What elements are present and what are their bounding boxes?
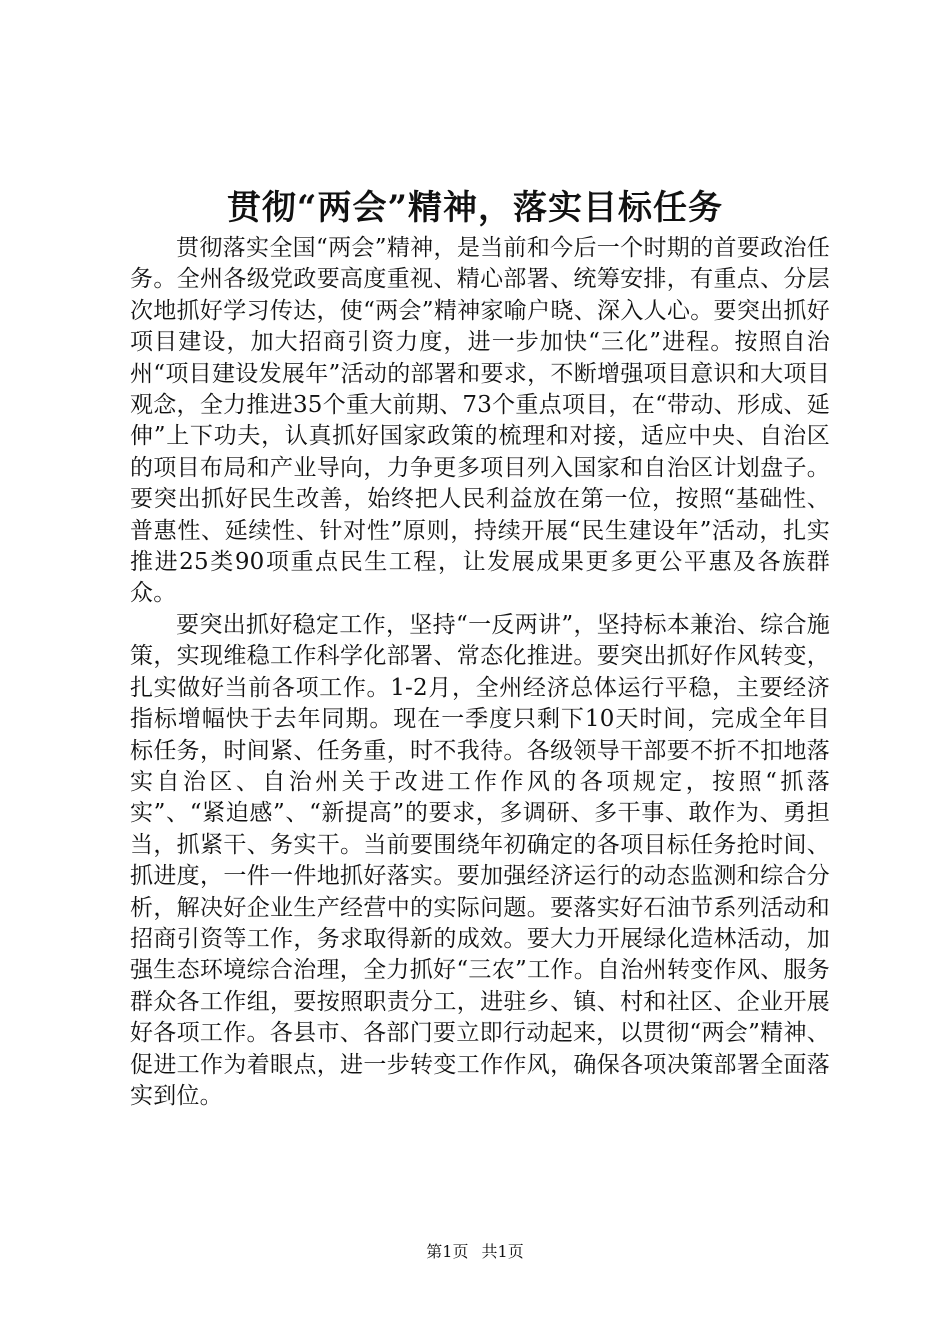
page-footer xyxy=(0,1241,950,1263)
page-number-current: 第1页 xyxy=(426,1242,469,1261)
page-number-total: 共1页 xyxy=(481,1242,524,1261)
document-title: 贯彻“两会”精神，落实目标任务 xyxy=(226,188,724,228)
paragraph-2: 要突出抓好稳定工作，坚持“一反两讲”，坚持标本兼治、综合施策，实现维稳工作科学化部署、常态化推进。要突出抓好作风转变，扎实做好当前各项工作。1-2月，全州经济总体运行平稳，主要经济指标增幅快于去年同期。现在一季度只剩下10天时间，完成全年目标任务，时间紧、任务重，时不我待。各级领导干部要不折不扣地落实自治区、自治州关于改进工作作风的各项规定，按照“抓落实”、“紧迫感”、“新提高”的要求，多调研、多干事、敢作为、勇担当，抓紧干、务实干。当前要围绕年初确定的各项目标任务抢时间、抓进度，一件一件地抓好落实。要加强经济运行的动态监测和综合分析，解决好企业生产经营中的实际问题。要落实好石油节系列活动和招商引资等工作，务求取得新的成效。要大力开展绿化造林活动，加强生态环境综合治理，全力抓好“三农”工作。自治州转变作风、服务群众各工作组，要按照职责分工，进驻乡、镇、村和社区、企业开展好各项工作。各县市、各部门要立即行动起来，以贯彻“两会”精神、促进工作为着眼点，进一步转变工作作风，确保各项决策部署全面落实到位。 xyxy=(130,611,830,1109)
document-body xyxy=(130,233,830,1112)
paragraph-1: 贯彻落实全国“两会”精神，是当前和今后一个时期的首要政治任务。全州各级党政要高度重视、精心部署、统筹安排，有重点、分层次地抓好学习传达，使“两会”精神家喻户晓、深入人心。要突出抓好项目建设，加大招商引资力度，进一步加快“三化”进程。按照自治州“项目建设发展年”活动的部署和要求，不断增强项目意识和大项目观念，全力推进35个重大前期、73个重点项目，在“带动、形成、延伸”上下功夫，认真抓好国家政策的梳理和对接，适应中央、自治区的项目布局和产业导向，力争更多项目列入国家和自治区计划盘子。要突出抓好民生改善，始终把人民利益放在第一位，按照“基础性、普惠性、延续性、针对性”原则，持续开展“民生建设年”活动，扎实推进25类90项重点民生工程，让发展成果更多更公平惠及各族群众。 xyxy=(130,235,830,607)
